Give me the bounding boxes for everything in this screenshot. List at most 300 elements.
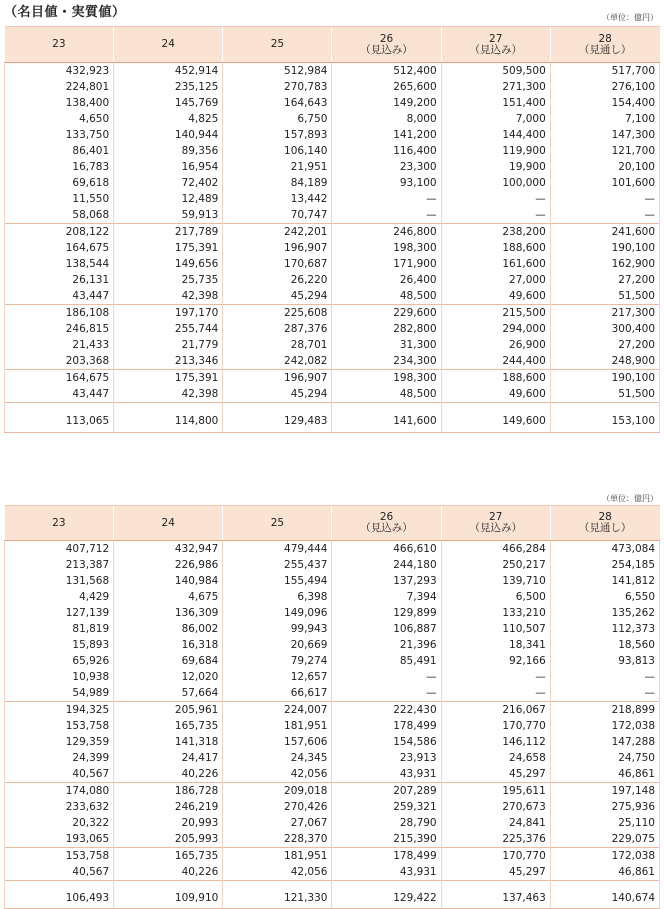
table-cell: 164,675 (5, 240, 114, 256)
table-cell: 21,951 (223, 159, 332, 175)
table-cell: 242,201 (223, 224, 332, 241)
table-cell: 45,297 (441, 864, 550, 881)
table-cell: 43,447 (5, 288, 114, 305)
table-cell: 186,108 (5, 305, 114, 322)
table-cell: 215,500 (441, 305, 550, 322)
column-header (550, 27, 659, 63)
column-header-note: （見込み） (469, 522, 522, 534)
table-cell: 25,110 (550, 815, 659, 831)
table-cell: 12,657 (223, 669, 332, 685)
table-row (5, 815, 660, 831)
table-cell: 20,669 (223, 637, 332, 653)
table-cell: 51,500 (550, 386, 659, 403)
table-cell: 235,125 (114, 79, 223, 95)
table-cell: 225,376 (441, 831, 550, 848)
table-cell: 70,747 (223, 207, 332, 224)
table-cell: 175,391 (114, 370, 223, 387)
table-cell: 49,600 (441, 288, 550, 305)
table-row (5, 557, 660, 573)
table-cell: 432,947 (114, 541, 223, 558)
table-cell: 164,643 (223, 95, 332, 111)
spacer-cell (114, 881, 223, 889)
table-cell: 190,100 (550, 240, 659, 256)
table-cell: 432,923 (5, 63, 114, 80)
spacer-cell (441, 403, 550, 411)
table-cell: 147,288 (550, 734, 659, 750)
table-row (5, 175, 660, 191)
table-row (5, 589, 660, 605)
table-cell: 270,426 (223, 799, 332, 815)
table-cell: 479,444 (223, 541, 332, 558)
table-row (5, 541, 660, 558)
table-cell: 129,483 (223, 410, 332, 433)
table-cell: 137,293 (332, 573, 441, 589)
table-cell: 512,400 (332, 63, 441, 80)
table-cell: 255,437 (223, 557, 332, 573)
table-cell: 46,861 (550, 864, 659, 881)
column-header-note: （見込み） (469, 43, 522, 56)
table-row (5, 370, 660, 387)
table-cell: 26,900 (441, 337, 550, 353)
table-cell: 233,632 (5, 799, 114, 815)
table-cell: 300,400 (550, 321, 659, 337)
table-cell: 114,800 (114, 410, 223, 433)
spacer-cell (332, 881, 441, 889)
table-cell: — (332, 207, 441, 224)
table-cell: 16,318 (114, 637, 223, 653)
table-cell: 205,993 (114, 831, 223, 848)
table-cell: 193,065 (5, 831, 114, 848)
column-header-year: 27 (489, 32, 503, 45)
table-cell: 141,318 (114, 734, 223, 750)
table-cell: 12,489 (114, 191, 223, 207)
table-cell: 31,300 (332, 337, 441, 353)
table-cell: 170,770 (441, 848, 550, 865)
total-row (5, 410, 660, 433)
page-title: （名目値・実質値） (4, 5, 126, 20)
table-cell: 255,744 (114, 321, 223, 337)
table-cell: 27,067 (223, 815, 332, 831)
table-cell: 203,368 (5, 353, 114, 370)
table-cell: 133,210 (441, 605, 550, 621)
header-row (5, 27, 660, 63)
table-cell: 24,345 (223, 750, 332, 766)
table-cell: 6,550 (550, 589, 659, 605)
table-row (5, 272, 660, 288)
table-cell: 26,220 (223, 272, 332, 288)
table-cell: 27,000 (441, 272, 550, 288)
table-cell: 270,783 (223, 79, 332, 95)
table-cell: 157,606 (223, 734, 332, 750)
table-cell: 250,217 (441, 557, 550, 573)
table-cell: 121,700 (550, 143, 659, 159)
table-cell: 43,931 (332, 864, 441, 881)
table-row (5, 573, 660, 589)
table-cell: 154,586 (332, 734, 441, 750)
table-cell: 154,400 (550, 95, 659, 111)
spacer-row (5, 881, 660, 889)
table-cell: 20,100 (550, 159, 659, 175)
table-cell: 112,373 (550, 621, 659, 637)
table-cell: 129,359 (5, 734, 114, 750)
table-row (5, 288, 660, 305)
table-cell: — (550, 191, 659, 207)
table-cell: 224,007 (223, 702, 332, 719)
column-header-year: 27 (489, 511, 503, 523)
table-cell: — (441, 191, 550, 207)
spacer-cell (5, 403, 114, 411)
table-cell: 16,954 (114, 159, 223, 175)
table-row (5, 159, 660, 175)
table-cell: 99,943 (223, 621, 332, 637)
spacer-cell (5, 881, 114, 889)
table-cell: 138,544 (5, 256, 114, 272)
table-cell: 246,219 (114, 799, 223, 815)
table-cell: 27,200 (550, 272, 659, 288)
spacer-cell (114, 403, 223, 411)
table-cell: 139,710 (441, 573, 550, 589)
spacer-cell (223, 881, 332, 889)
table-cell: 224,801 (5, 79, 114, 95)
table-cell: 49,600 (441, 386, 550, 403)
table-cell: 54,989 (5, 685, 114, 702)
nominal-value-table (4, 26, 660, 433)
table-cell: 43,447 (5, 386, 114, 403)
column-header-year: 24 (161, 516, 175, 529)
table-cell: 7,000 (441, 111, 550, 127)
table-cell: 18,341 (441, 637, 550, 653)
table-cell: 24,750 (550, 750, 659, 766)
table-cell: 26,131 (5, 272, 114, 288)
table-cell: — (332, 669, 441, 685)
table-row (5, 207, 660, 224)
table-cell: 466,284 (441, 541, 550, 558)
table-cell: 6,500 (441, 589, 550, 605)
table-cell: 222,430 (332, 702, 441, 719)
table-cell: 153,758 (5, 848, 114, 865)
table-cell: 172,038 (550, 848, 659, 865)
column-header-note: （見通し） (578, 522, 632, 534)
table-cell: 42,056 (223, 766, 332, 783)
table-cell: — (332, 685, 441, 702)
table-cell: 141,812 (550, 573, 659, 589)
table-row (5, 127, 660, 143)
table-cell: 248,900 (550, 353, 659, 370)
column-header (5, 506, 114, 541)
table-cell: 153,100 (550, 410, 659, 433)
table-cell: 246,815 (5, 321, 114, 337)
table-cell: 43,931 (332, 766, 441, 783)
table-cell: 194,325 (5, 702, 114, 719)
table-cell: 228,370 (223, 831, 332, 848)
table-cell: 149,656 (114, 256, 223, 272)
table-cell: 186,728 (114, 783, 223, 800)
spacer-row (5, 403, 660, 411)
table-row (5, 685, 660, 702)
table-cell: 100,000 (441, 175, 550, 191)
column-header-year: 23 (52, 38, 66, 50)
table-cell: 59,913 (114, 207, 223, 224)
table-cell: 6,398 (223, 589, 332, 605)
table-cell: 4,429 (5, 589, 114, 605)
table-cell: 40,226 (114, 766, 223, 783)
table-cell: 161,600 (441, 256, 550, 272)
table-cell: 86,002 (114, 621, 223, 637)
table-cell: 42,056 (223, 864, 332, 881)
table-cell: 11,550 (5, 191, 114, 207)
unit-label-table2: （単位：億円） (602, 494, 658, 503)
table-cell: 155,494 (223, 573, 332, 589)
table-cell: — (550, 685, 659, 702)
table-cell: 197,170 (114, 305, 223, 322)
table-cell: 509,500 (441, 63, 550, 80)
table-cell: 28,701 (223, 337, 332, 353)
table-cell: 181,951 (223, 848, 332, 865)
table-cell: 26,400 (332, 272, 441, 288)
table-cell: 69,684 (114, 653, 223, 669)
table-row (5, 321, 660, 337)
table-cell: 172,038 (550, 718, 659, 734)
table-cell: 57,664 (114, 685, 223, 702)
table-cell: 113,065 (5, 410, 114, 433)
table-cell: 20,993 (114, 815, 223, 831)
table-cell: 136,309 (114, 605, 223, 621)
table-row (5, 240, 660, 256)
table-cell: 140,674 (550, 888, 659, 909)
table-cell: 42,398 (114, 288, 223, 305)
table-cell: 282,800 (332, 321, 441, 337)
table-cell: — (441, 685, 550, 702)
table-cell: 109,910 (114, 888, 223, 909)
table-row (5, 799, 660, 815)
table-cell: 27,200 (550, 337, 659, 353)
table-row (5, 143, 660, 159)
table-cell: 119,900 (441, 143, 550, 159)
table-cell: 129,422 (332, 888, 441, 909)
table-cell: 48,500 (332, 288, 441, 305)
table-cell: 45,297 (441, 766, 550, 783)
header-row (5, 506, 660, 541)
table-cell: 259,321 (332, 799, 441, 815)
table-cell: 229,075 (550, 831, 659, 848)
table-row (5, 718, 660, 734)
table-row (5, 191, 660, 207)
table-cell: 65,926 (5, 653, 114, 669)
table-cell: 81,819 (5, 621, 114, 637)
table-cell: 275,936 (550, 799, 659, 815)
table-cell: 225,608 (223, 305, 332, 322)
table-row (5, 702, 660, 719)
table-cell: 10,938 (5, 669, 114, 685)
table-cell: 86,401 (5, 143, 114, 159)
table-cell: 164,675 (5, 370, 114, 387)
table-cell: 145,769 (114, 95, 223, 111)
table-cell: 229,600 (332, 305, 441, 322)
table-cell: 24,658 (441, 750, 550, 766)
table-cell: 40,226 (114, 864, 223, 881)
table-cell: 24,399 (5, 750, 114, 766)
table-row (5, 766, 660, 783)
table-cell: — (550, 669, 659, 685)
table-row (5, 864, 660, 881)
table-cell: 48,500 (332, 386, 441, 403)
table-cell: 40,567 (5, 766, 114, 783)
table-cell: 4,650 (5, 111, 114, 127)
table-cell: 196,907 (223, 370, 332, 387)
table-cell: 294,000 (441, 321, 550, 337)
table-cell: 24,841 (441, 815, 550, 831)
column-header (114, 506, 223, 541)
table-cell: 18,560 (550, 637, 659, 653)
table-cell: 13,442 (223, 191, 332, 207)
table-cell: — (550, 207, 659, 224)
table-cell: 144,400 (441, 127, 550, 143)
column-header-note: （見込み） (360, 43, 413, 56)
table-cell: 218,899 (550, 702, 659, 719)
table-cell: 66,617 (223, 685, 332, 702)
table-cell: 208,122 (5, 224, 114, 241)
table-cell: 15,893 (5, 637, 114, 653)
table-cell: 138,400 (5, 95, 114, 111)
table-cell: 466,610 (332, 541, 441, 558)
table-cell: 116,400 (332, 143, 441, 159)
column-header-year: 25 (270, 38, 285, 50)
table-cell: 217,789 (114, 224, 223, 241)
table-cell: 93,100 (332, 175, 441, 191)
table-cell: 93,813 (550, 653, 659, 669)
column-header (441, 506, 550, 541)
table-cell: 140,944 (114, 127, 223, 143)
table-cell: 106,887 (332, 621, 441, 637)
table-cell: 170,687 (223, 256, 332, 272)
table-cell: 157,893 (223, 127, 332, 143)
table-cell: 20,322 (5, 815, 114, 831)
table-cell: 149,600 (441, 410, 550, 433)
table-cell: 190,100 (550, 370, 659, 387)
table-cell: 178,499 (332, 718, 441, 734)
table-row (5, 669, 660, 685)
table-cell: 21,433 (5, 337, 114, 353)
table-cell: 181,951 (223, 718, 332, 734)
table-cell: 452,914 (114, 63, 223, 80)
table-cell: 270,673 (441, 799, 550, 815)
table-row (5, 256, 660, 272)
table-cell: 246,800 (332, 224, 441, 241)
table-row (5, 111, 660, 127)
table-cell: — (332, 191, 441, 207)
table-cell: 4,675 (114, 589, 223, 605)
table-row (5, 653, 660, 669)
table-cell: 25,735 (114, 272, 223, 288)
table-cell: 127,139 (5, 605, 114, 621)
table-cell: 7,394 (332, 589, 441, 605)
table-cell: 40,567 (5, 864, 114, 881)
table-row (5, 734, 660, 750)
spacer-cell (441, 881, 550, 889)
table-cell: 407,712 (5, 541, 114, 558)
table-cell: 149,200 (332, 95, 441, 111)
table-cell: 147,300 (550, 127, 659, 143)
table-cell: 276,100 (550, 79, 659, 95)
table-row (5, 386, 660, 403)
table-row (5, 750, 660, 766)
table-cell: 129,899 (332, 605, 441, 621)
table-row (5, 63, 660, 80)
table-cell: 241,600 (550, 224, 659, 241)
column-header-year: 25 (270, 516, 285, 529)
table-cell: 174,080 (5, 783, 114, 800)
table-cell: 207,289 (332, 783, 441, 800)
table-cell: 85,491 (332, 653, 441, 669)
table-row (5, 848, 660, 865)
table-cell: 198,300 (332, 240, 441, 256)
table-cell: 195,611 (441, 783, 550, 800)
table-cell: 6,750 (223, 111, 332, 127)
table-cell: 162,900 (550, 256, 659, 272)
table-row (5, 637, 660, 653)
unit-label-table1: （単位：億円） (602, 13, 658, 22)
table-cell: 178,499 (332, 848, 441, 865)
table-cell: 217,300 (550, 305, 659, 322)
table-cell: 141,200 (332, 127, 441, 143)
table-cell: 72,402 (114, 175, 223, 191)
table-cell: 165,735 (114, 848, 223, 865)
table-cell: 7,100 (550, 111, 659, 127)
column-header-year: 28 (598, 511, 612, 523)
table-cell: 151,400 (441, 95, 550, 111)
table-cell: 45,294 (223, 288, 332, 305)
table-row (5, 224, 660, 241)
spacer-cell (550, 881, 659, 889)
table-cell: 46,861 (550, 766, 659, 783)
table-cell: 170,770 (441, 718, 550, 734)
column-header-year: 23 (52, 516, 66, 529)
table-cell: 188,600 (441, 240, 550, 256)
table-row (5, 95, 660, 111)
table-cell: 512,984 (223, 63, 332, 80)
table-cell: 4,825 (114, 111, 223, 127)
table-cell: 110,507 (441, 621, 550, 637)
column-header (223, 506, 332, 541)
column-header-year: 28 (598, 32, 612, 45)
column-header (441, 27, 550, 63)
table-cell: — (441, 669, 550, 685)
table-cell: 213,387 (5, 557, 114, 573)
column-header (332, 27, 441, 63)
table-cell: 23,913 (332, 750, 441, 766)
table-row (5, 831, 660, 848)
table-row (5, 337, 660, 353)
total-row (5, 888, 660, 909)
table-cell: 137,463 (441, 888, 550, 909)
table-row (5, 305, 660, 322)
table-cell: 196,907 (223, 240, 332, 256)
table-cell: 106,493 (5, 888, 114, 909)
table-cell: 165,735 (114, 718, 223, 734)
table-cell: 265,600 (332, 79, 441, 95)
table-cell: 51,500 (550, 288, 659, 305)
table-cell: 226,986 (114, 557, 223, 573)
table-cell: 106,140 (223, 143, 332, 159)
table-cell: 24,417 (114, 750, 223, 766)
table-cell: 242,082 (223, 353, 332, 370)
table-cell: 45,294 (223, 386, 332, 403)
table-cell: 153,758 (5, 718, 114, 734)
table-cell: 141,600 (332, 410, 441, 433)
table-cell: 171,900 (332, 256, 441, 272)
table-cell: 8,000 (332, 111, 441, 127)
table-cell: 58,068 (5, 207, 114, 224)
